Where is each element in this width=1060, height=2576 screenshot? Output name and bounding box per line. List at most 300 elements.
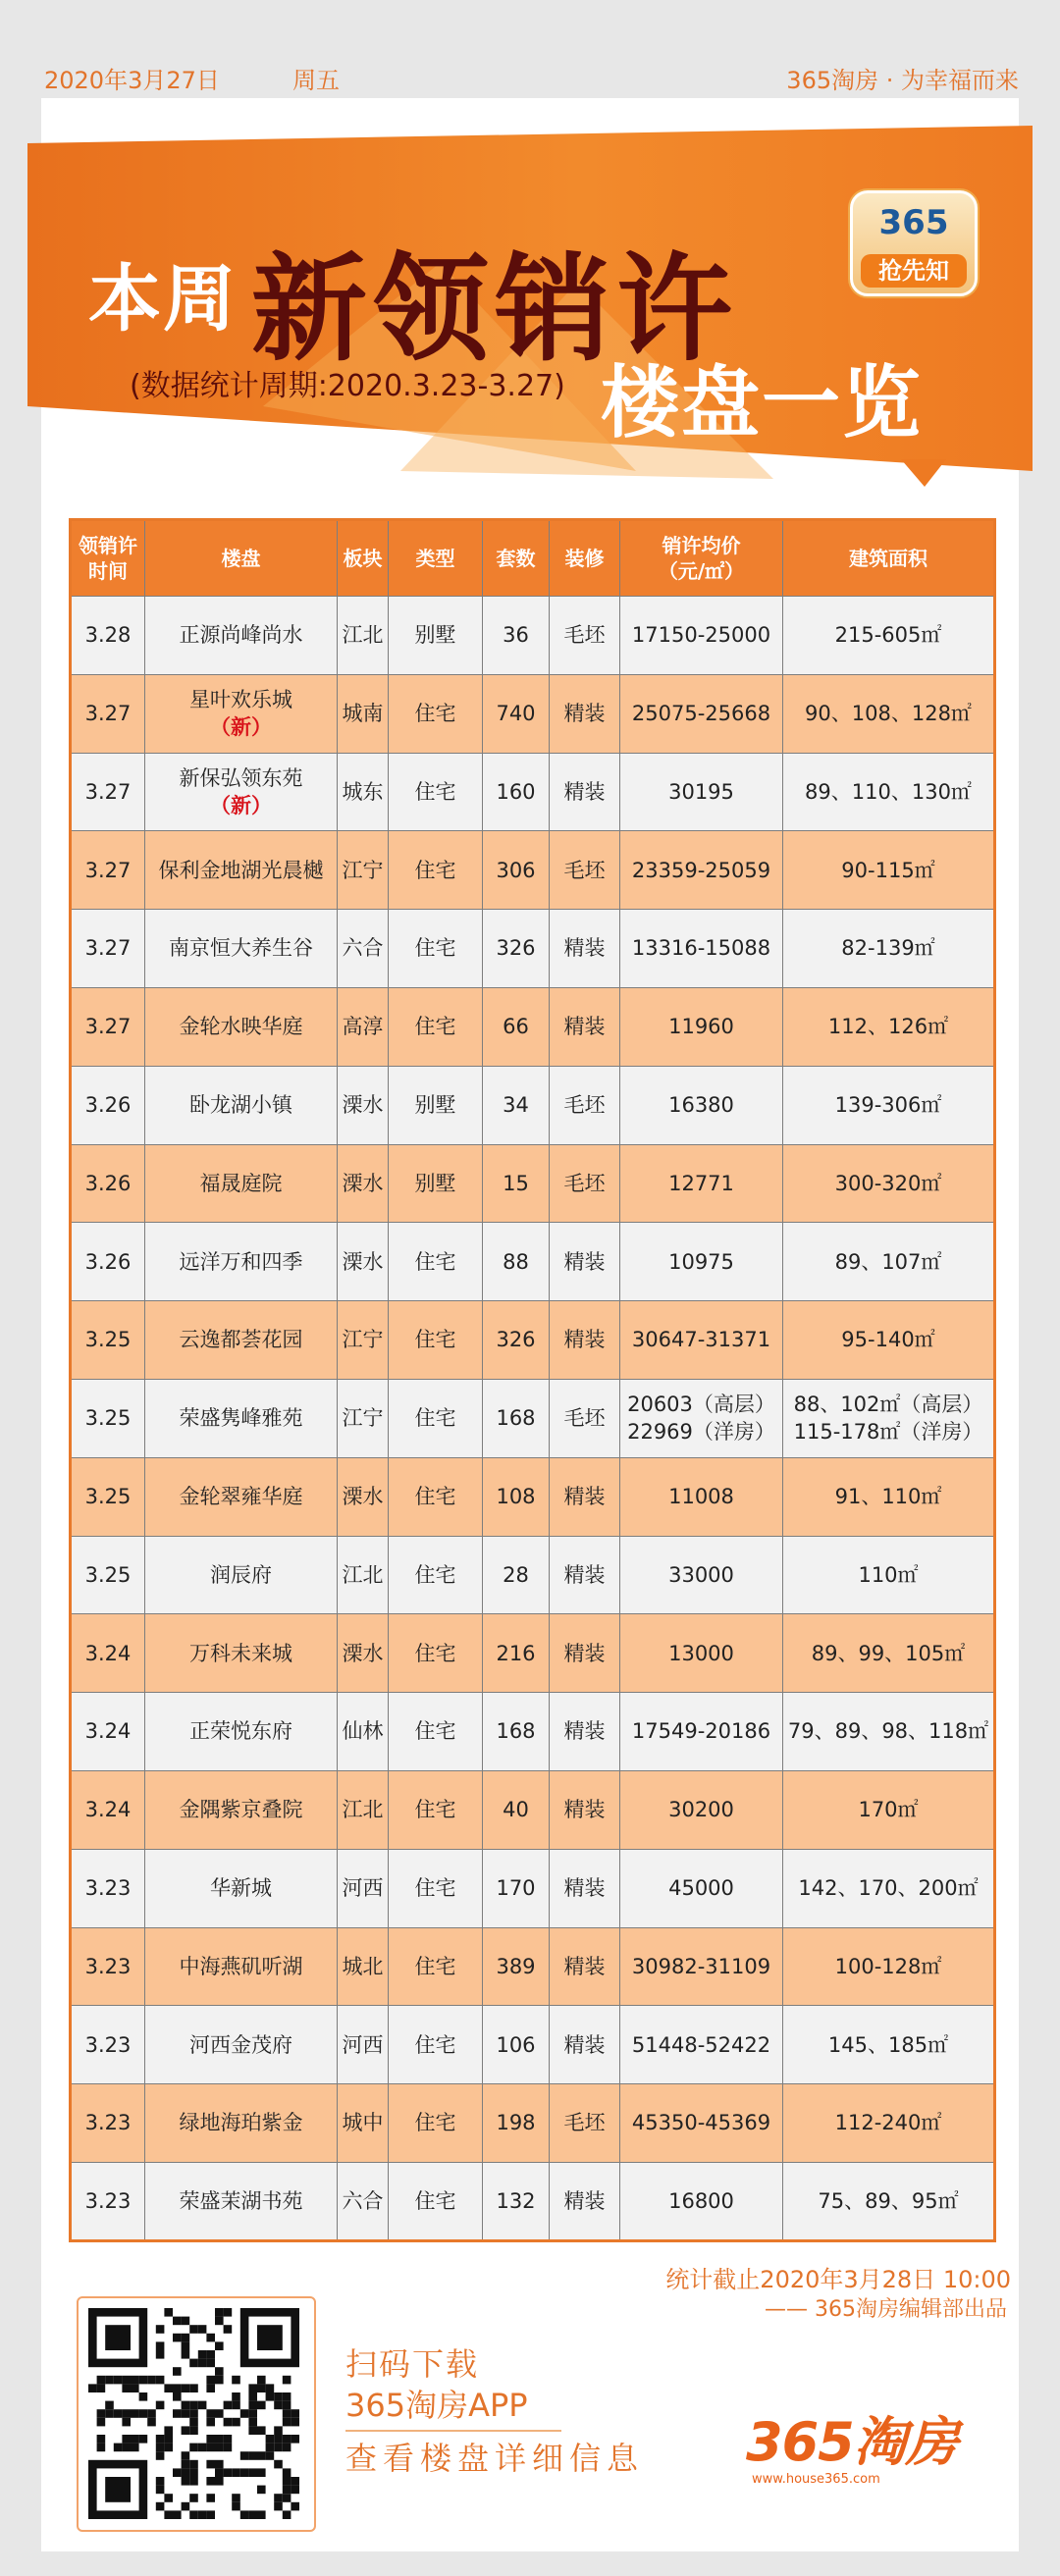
brand-logo [746,2400,958,2487]
cell-text: 毛坯 [563,2111,606,2135]
qr-module [198,2510,207,2519]
qr-module [274,2392,283,2401]
cell-size [783,1614,995,1693]
cell-date [71,1144,145,1223]
cell-type [389,1693,483,1771]
cell-text: 金隅紫京叠院 [179,1798,303,1822]
cell-area [338,1223,389,1301]
cell-text: 34 [503,1093,529,1117]
qr-module [156,2477,165,2486]
qr-module [240,2510,249,2519]
cell-date [71,2162,145,2240]
qr-module [224,2418,233,2427]
table-row [71,1849,995,1927]
cell-units [483,1066,550,1144]
qr-module [232,2502,240,2511]
qr-module [283,2510,292,2519]
qr-module [182,2334,190,2342]
qr-module [198,2359,207,2368]
column-header: 装修 [550,520,620,597]
qr-module [232,2376,240,2385]
qr-module [215,2409,224,2418]
cell-area [338,1849,389,1927]
cell-text: 荣盛茉湖书苑 [179,2188,303,2213]
cell-text: 326 [496,936,536,961]
cell-text: 36 [503,623,529,648]
table-row [71,1301,995,1380]
cell-text: 住宅 [414,858,456,882]
cell-text: 75、89、95㎡ [818,2188,959,2213]
cell-text: 江宁 [342,858,384,882]
cell-price [620,1770,783,1849]
qr-module [139,2409,148,2418]
logo-url: www.house365.com [752,2472,880,2487]
cell-text: 91、110㎡ [834,1484,942,1508]
cell-name [145,1066,338,1144]
top-bar [0,0,1060,98]
cell-type [389,1301,483,1380]
cell-deco [550,674,620,753]
qr-module [291,2435,299,2444]
cell-text: 江宁 [342,1328,384,1352]
cell-type [389,1457,483,1536]
cell-area [338,2162,389,2240]
qr-module [164,2444,173,2452]
cell-size [783,753,995,831]
qr-module [206,2510,215,2519]
cell-date [71,1927,145,2006]
cell-area [338,1379,389,1457]
cell-name [145,1536,338,1614]
weekday-label: 周五 [292,67,340,94]
cell-deco [550,1536,620,1614]
qr-module [274,2435,283,2444]
qr-module [248,2468,257,2477]
title-banner [27,126,1033,491]
cell-area [338,1536,389,1614]
cell-date [71,1693,145,1771]
new-tag: （新） [210,715,272,740]
cell-text: 江宁 [342,1406,384,1431]
cell-name [145,1301,338,1380]
cell-text: 30195 [668,779,734,804]
qr-module [291,2486,299,2495]
cell-size [783,1536,995,1614]
cell-text: 142、170、200㎡ [798,1875,979,1900]
cell-price [620,597,783,675]
cell-size [783,1301,995,1380]
qr-module [189,2494,198,2502]
cell-date [71,2006,145,2084]
cell-text: 精装 [563,1328,606,1352]
cell-date [71,1614,145,1693]
cell-price [620,831,783,910]
qr-module [189,2468,198,2477]
cell-text: 16380 [668,1093,734,1117]
qr-module [283,2392,292,2401]
cell-deco [550,1144,620,1223]
cell-text: 住宅 [414,1798,456,1822]
cell-text: 住宅 [414,1406,456,1431]
qr-module [206,2409,215,2418]
cell-date [71,1301,145,1380]
cell-deco [550,1066,620,1144]
cell-text: 112、126㎡ [827,1015,949,1039]
cell-price [620,1223,783,1301]
qr-module [283,2494,292,2502]
cell-name [145,2162,338,2240]
cell-text: 3.23 [84,1875,132,1900]
bottom-strip [0,2551,1060,2576]
cell-text: 3.27 [84,936,132,961]
cell-text: 28 [503,1562,529,1587]
cell-deco [550,1223,620,1301]
qr-module [164,2308,173,2317]
cell-text: 170㎡ [858,1798,919,1822]
qr-module [105,2409,114,2418]
cell-text: 3.23 [84,2032,132,2057]
cell-text: 51448-52422 [631,2032,771,2057]
cell-deco [550,1693,620,1771]
listing-table [69,518,996,2242]
cell-price [620,1457,783,1536]
qr-module [156,2444,165,2452]
cell-size [783,2084,995,2163]
qr-module [283,2444,292,2452]
qr-module [189,2510,198,2519]
qr-module [97,2444,106,2452]
cell-date [71,1379,145,1457]
qr-module [206,2350,215,2359]
qr-module [182,2384,190,2392]
cell-text: 卧龙湖小镇 [189,1093,292,1117]
cell-deco [550,910,620,988]
qr-module [156,2376,165,2385]
cell-units [483,1301,550,1380]
qr-module [291,2409,299,2418]
qr-module [114,2444,123,2452]
cell-text: 100-128㎡ [834,1954,942,1978]
qr-module [206,2494,215,2502]
cell-text: 远洋万和四季 [179,1249,303,1274]
cell-units [483,2006,550,2084]
cell-price [620,1536,783,1614]
qr-module [291,2477,299,2486]
cell-area [338,1614,389,1693]
cell-text: 306 [496,858,536,882]
cell-text: 住宅 [414,1484,456,1508]
cell-deco [550,1770,620,1849]
cell-text: 住宅 [414,2111,456,2135]
cell-text: 住宅 [414,936,456,961]
qr-module [173,2468,182,2477]
cell-text: 12771 [668,1171,734,1195]
cell-deco [550,1457,620,1536]
qr-module [274,2444,283,2452]
qr-module [248,2384,257,2392]
cell-size [783,1144,995,1223]
cell-text: 绿地海珀紫金 [179,2111,303,2135]
cell-area [338,910,389,988]
cell-date [71,1849,145,1927]
qr-module [232,2494,240,2502]
cell-area [338,1301,389,1380]
cell-text: 新保弘领东苑 [179,765,303,790]
qr-module [164,2426,173,2435]
cell-name [145,597,338,675]
cell-text: 城中 [342,2111,384,2135]
cell-price [620,910,783,988]
table-row [71,831,995,910]
cell-date [71,1223,145,1301]
cta-scan: 扫码下载 [345,2345,480,2383]
cell-deco [550,2162,620,2240]
qr-module [139,2376,148,2385]
cell-text: 23359-25059 [631,858,771,882]
qr-module [224,2308,233,2317]
cell-units [483,1849,550,1927]
qr-module [291,2502,299,2511]
qr-module [283,2401,292,2410]
cell-type [389,2084,483,2163]
cell-size [783,597,995,675]
cell-area [338,987,389,1066]
column-header: 套数 [483,520,550,597]
cell-area [338,1457,389,1536]
cell-text: 江北 [342,623,384,648]
cell-text: 溧水 [342,1484,384,1508]
qr-module [248,2401,257,2410]
qr-module [156,2341,165,2350]
cell-name [145,1770,338,1849]
cell-size [783,1693,995,1771]
qr-module [114,2376,123,2385]
qr-module [97,2418,106,2427]
qr-module [240,2409,249,2418]
logo-mark: 365淘房 [746,2411,958,2473]
cell-text-second-line: 22969（洋房） [627,1420,775,1445]
cell-text: 3.26 [84,1093,132,1117]
cell-type [389,987,483,1066]
qr-module [182,2409,190,2418]
cell-text: 89、107㎡ [834,1249,942,1274]
qr-module [182,2477,190,2486]
cell-date [71,597,145,675]
cta-divider [345,2430,561,2432]
qr-module [257,2384,266,2392]
cell-text: 216 [496,1641,536,1665]
qr-module [240,2468,249,2477]
cell-name [145,910,338,988]
cell-text: 六合 [342,2188,384,2213]
cell-type [389,753,483,831]
cell-text: 正源尚峰尚水 [179,623,303,648]
cell-name [145,1379,338,1457]
cell-deco [550,1379,620,1457]
cell-text: 33000 [668,1562,734,1587]
cell-name [145,1927,338,2006]
qr-module [156,2435,165,2444]
cell-text: 河西 [342,2032,384,2057]
qr-module [182,2317,190,2326]
qr-module [274,2502,283,2511]
qr-module [182,2341,190,2350]
cell-text: 3.26 [84,1171,132,1195]
qr-module [283,2486,292,2495]
banner-title: 新领销许 [251,241,739,377]
cell-price [620,2006,783,2084]
cell-size [783,987,995,1066]
cell-text: 毛坯 [563,1171,606,1195]
qr-module [257,2426,266,2435]
cell-text: 住宅 [414,1875,456,1900]
cell-deco [550,2006,620,2084]
qr-module [240,2451,249,2460]
cell-units [483,1693,550,1771]
qr-module [198,2325,207,2334]
cell-area [338,597,389,675]
cell-price [620,1927,783,2006]
qr-module [224,2325,233,2334]
cell-size [783,1223,995,1301]
cell-type [389,910,483,988]
cell-text: 精装 [563,1249,606,1274]
cell-text: 110㎡ [858,1562,919,1587]
cell-text: 145、185㎡ [827,2032,949,2057]
cell-type [389,1927,483,2006]
qr-module [257,2468,266,2477]
cell-text: 3.25 [84,1562,132,1587]
table-row [71,1379,995,1457]
cell-text: 3.27 [84,779,132,804]
qr-module [122,2376,131,2385]
qr-module [266,2451,275,2460]
cell-text: 40 [503,1798,529,1822]
cell-deco [550,831,620,910]
qr-module [248,2392,257,2401]
cell-price [620,987,783,1066]
qr-module [283,2477,292,2486]
cell-units [483,1927,550,2006]
qr-module [173,2317,182,2326]
table-row [71,1457,995,1536]
qr-module [189,2325,198,2334]
cell-type [389,1144,483,1223]
cell-name [145,2006,338,2084]
qr-module [224,2444,233,2452]
cell-text: 毛坯 [563,1093,606,1117]
cell-type [389,1223,483,1301]
qr-module [283,2409,292,2418]
qr-module [224,2468,233,2477]
qr-module [266,2392,275,2401]
cell-text: 精装 [563,1641,606,1665]
cell-text: 精装 [563,1719,606,1744]
cell-text: 溧水 [342,1249,384,1274]
qr-module [232,2468,240,2477]
table-row [71,2162,995,2240]
cell-size [783,831,995,910]
cell-text: 215-605㎡ [834,623,942,648]
qr-code-graphic [88,2308,304,2522]
cell-size [783,674,995,753]
qr-module [215,2444,224,2452]
cell-type [389,1379,483,1457]
cell-text: 139-306㎡ [834,1093,942,1117]
cell-type [389,831,483,910]
qr-module [189,2444,198,2452]
cell-type [389,1614,483,1693]
cell-text: 毛坯 [563,623,606,648]
cell-text: 168 [496,1719,536,1744]
cell-text: 润辰府 [210,1562,272,1587]
qr-module [147,2376,156,2385]
qr-code-icon[interactable] [77,2296,316,2532]
cell-size [783,1770,995,1849]
qr-module [274,2426,283,2435]
cell-text: 15 [503,1171,529,1195]
cell-type [389,2162,483,2240]
qr-module [224,2435,233,2444]
qr-module [164,2435,173,2444]
cell-date [71,910,145,988]
cell-price [620,1066,783,1144]
cell-units [483,1457,550,1536]
cell-text: 高淳 [342,1015,384,1039]
qr-module [156,2502,165,2511]
qr-module [198,2444,207,2452]
qr-module [189,2401,198,2410]
cell-text: 精装 [563,702,606,726]
qr-module [206,2334,215,2342]
qr-module [173,2409,182,2418]
cell-deco [550,753,620,831]
table-body [71,597,995,2241]
cell-text: 3.26 [84,1249,132,1274]
qr-module [173,2384,182,2392]
cell-units [483,597,550,675]
qr-module [122,2435,131,2444]
cell-text: 精装 [563,779,606,804]
cell-text: 326 [496,1328,536,1352]
qr-module [248,2418,257,2427]
column-header: 销许均价 （元/㎡） [620,520,783,597]
cell-date [71,1536,145,1614]
cell-text: 13000 [668,1641,734,1665]
cell-area [338,831,389,910]
cell-text: 30982-31109 [631,1954,771,1978]
cell-text: 66 [503,1015,529,1039]
cell-text: 3.25 [84,1484,132,1508]
cell-text: 16800 [668,2188,734,2213]
cell-text: 住宅 [414,2032,456,2057]
cell-text: 160 [496,779,536,804]
qr-module [232,2392,240,2401]
cell-units [483,831,550,910]
table-row [71,1536,995,1614]
cell-area [338,1770,389,1849]
cell-text: 住宅 [414,2188,456,2213]
cell-text: 11960 [668,1015,734,1039]
qr-module [97,2384,106,2392]
cta-detail: 查看楼盘详细信息 [345,2440,645,2477]
qr-module [283,2468,292,2477]
cell-price [620,1144,783,1223]
qr-module [206,2384,215,2392]
cell-area [338,2084,389,2163]
cta-app: 365淘房APP [345,2387,528,2424]
qr-module [215,2376,224,2385]
